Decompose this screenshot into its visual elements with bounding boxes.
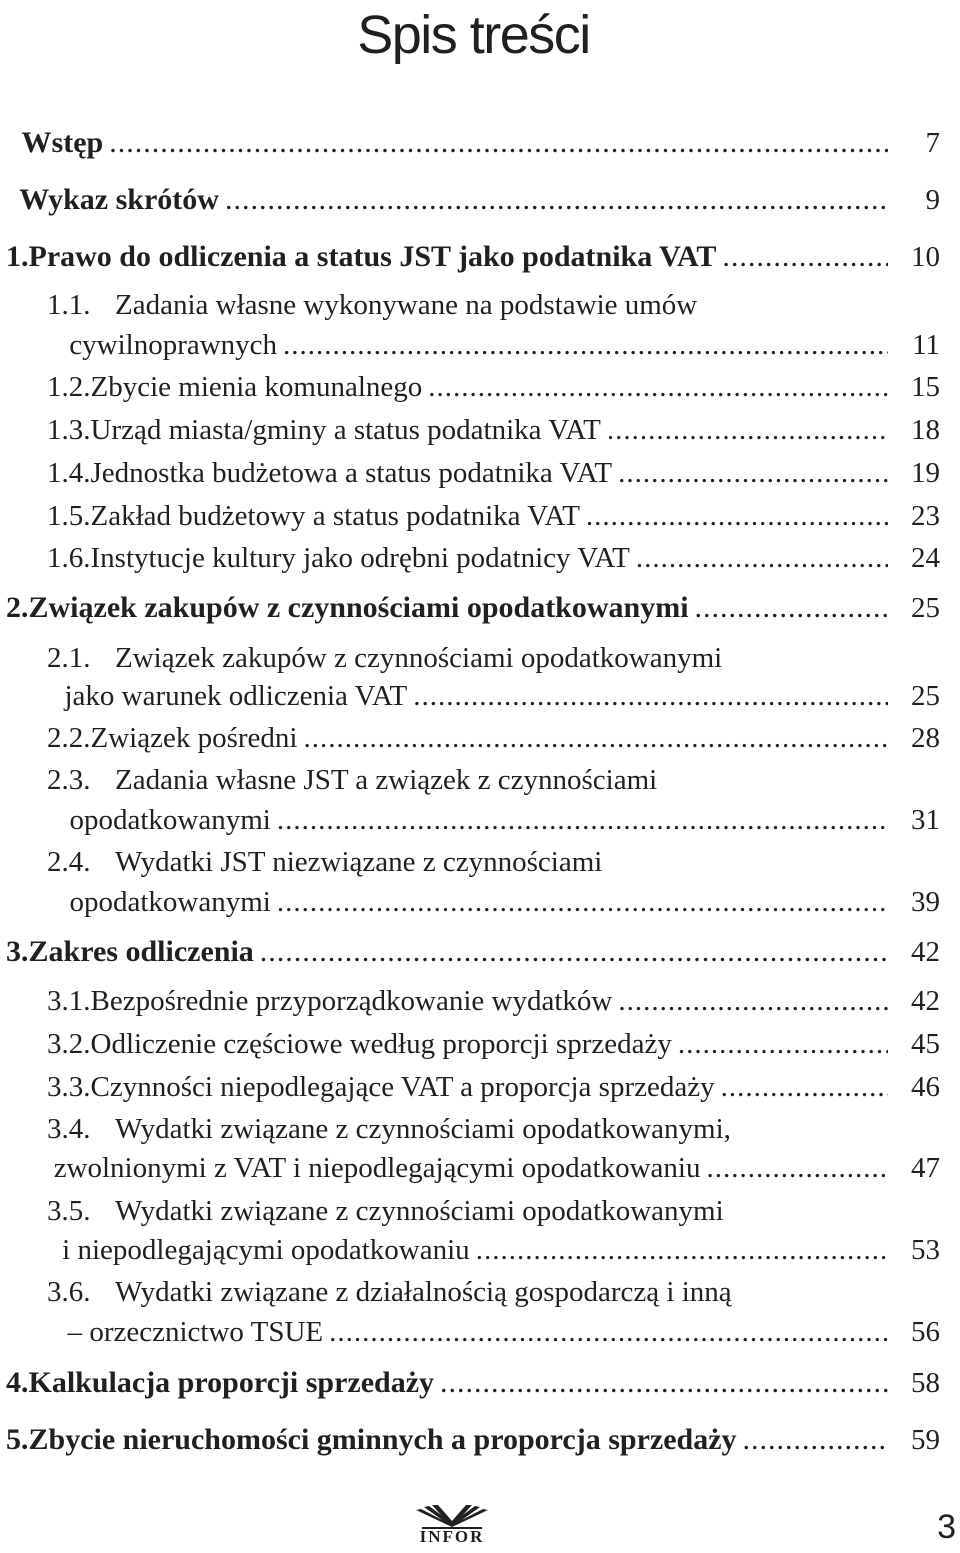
toc-entry xyxy=(47,843,888,881)
toc-entry xyxy=(47,368,888,406)
toc-entry-title: Wydatki związane z czynnościami opodatkowanymi, xyxy=(115,1113,731,1145)
toc-entry-page: 53 xyxy=(911,1234,940,1266)
toc-entry-page: 10 xyxy=(911,241,940,273)
toc-entry xyxy=(47,677,888,715)
toc-entry xyxy=(6,238,888,276)
toc-entry xyxy=(47,326,888,364)
toc-entry-title: Zadania własne wykonywane na podstawie umów xyxy=(115,289,698,321)
toc-entry-title: Odliczenie częściowe według proporcji sprzedaży xyxy=(90,1028,672,1060)
toc-entry-page: 18 xyxy=(911,414,940,446)
toc-entry-page: 45 xyxy=(911,1028,940,1060)
toc-entry-page: 25 xyxy=(911,680,940,712)
toc-entry-number: 1.4. xyxy=(47,457,91,489)
toc-leader-dots xyxy=(329,1313,888,1351)
toc-entry-title: Związek zakupów z czynnościami opodatkowanymi xyxy=(28,591,689,624)
toc-entry-number: 3.5. xyxy=(47,1195,91,1227)
toc-entry-title: Wydatki JST niezwiązane z czynnościami xyxy=(115,846,603,878)
toc-leader-dots xyxy=(277,883,888,921)
toc-entry xyxy=(47,1231,888,1269)
toc-entry-page xyxy=(880,1192,940,1230)
toc-leader-dots xyxy=(722,238,888,276)
page-title: Spis treści xyxy=(357,5,590,65)
toc-entry-number: 1.1. xyxy=(47,289,91,321)
toc-entry xyxy=(47,1110,888,1148)
toc-entry xyxy=(47,539,888,577)
toc-entry-title: – orzecznictwo TSUE xyxy=(67,1316,324,1348)
toc-entry-number: 1.5. xyxy=(47,500,91,532)
toc-entry-page: 59 xyxy=(911,1424,940,1456)
toc-entry-title: Zakres odliczenia xyxy=(28,935,254,968)
toc-entry xyxy=(6,589,888,627)
toc-leader-dots xyxy=(413,677,888,715)
toc-leader-dots xyxy=(607,411,888,449)
toc-entry-title: Zadania własne JST a związek z czynnościami xyxy=(115,764,658,796)
toc-entry xyxy=(47,1068,888,1106)
toc-entry-page: 39 xyxy=(911,886,940,918)
toc-entry-title: zwolnionymi z VAT i niepodlegającymi opodatkowaniu xyxy=(53,1152,701,1184)
toc-entry-page: 58 xyxy=(911,1367,940,1399)
toc-leader-dots xyxy=(618,982,888,1020)
toc-entry xyxy=(6,933,888,971)
toc-entry-page xyxy=(880,286,940,324)
toc-leader-dots xyxy=(721,1068,888,1106)
toc-entry xyxy=(47,761,888,799)
toc-entry-page: 24 xyxy=(911,542,940,574)
toc-entry-number: 4. xyxy=(6,1366,29,1399)
toc-entry-page: 47 xyxy=(911,1152,940,1184)
toc-entry-title: Czynności niepodlegające VAT a proporcja sprzedaży xyxy=(90,1071,715,1103)
logo-wings-icon xyxy=(392,1497,512,1531)
toc-entry-title: Jednostka budżetowa a status podatnika VAT xyxy=(90,457,613,489)
toc-entry-number: 2.1. xyxy=(47,642,91,674)
toc-entry xyxy=(47,982,888,1020)
toc-leader-dots xyxy=(225,181,888,219)
toc-leader-dots xyxy=(586,497,888,535)
toc-entry-page xyxy=(880,761,940,799)
toc-leader-dots xyxy=(303,719,888,757)
toc-entry-number: 3. xyxy=(6,935,29,968)
toc-entry-number: 1.6. xyxy=(47,542,91,574)
toc-leader-dots xyxy=(743,1421,888,1459)
toc-entry-number: 2.2. xyxy=(47,722,91,754)
toc-entry-title: Wydatki związane z czynnościami opodatkowanymi xyxy=(115,1195,724,1227)
toc-entry xyxy=(6,181,888,219)
toc-entry xyxy=(47,883,888,921)
toc-entry xyxy=(47,286,888,324)
toc-entry xyxy=(47,1149,888,1187)
toc-entry-title: Kalkulacja proporcji sprzedaży xyxy=(28,1366,435,1399)
toc-entry-page xyxy=(880,843,940,881)
toc-entry-title: Bezpośrednie przyporządkowanie wydatków xyxy=(90,985,613,1017)
toc-entry-number: 3.6. xyxy=(47,1276,91,1308)
toc-entry-page: 56 xyxy=(911,1316,940,1348)
toc-entry-title: jako warunek odliczenia VAT xyxy=(64,680,408,712)
toc-entry xyxy=(6,1421,888,1459)
toc-entry xyxy=(47,454,888,492)
toc-entry xyxy=(47,801,888,839)
toc-entry-page xyxy=(880,1110,940,1148)
toc-entry-title: Zbycie nieruchomości gminnych a proporcja sprzedaży xyxy=(28,1423,737,1456)
toc-entry xyxy=(6,124,888,162)
toc-entry-title: Zakład budżetowy a status podatnika VAT xyxy=(90,500,580,532)
toc-entry-page: 7 xyxy=(925,127,940,159)
toc-entry-page xyxy=(880,639,940,677)
toc-entry-page xyxy=(880,1273,940,1311)
toc-entry-page: 28 xyxy=(911,722,940,754)
toc-entry-title: Związek zakupów z czynnościami opodatkowanymi xyxy=(115,642,723,674)
toc-entry-page: 15 xyxy=(911,371,940,403)
toc-leader-dots xyxy=(695,589,888,627)
toc-entry-title: Wstęp xyxy=(21,126,104,159)
toc-entry-number: 2.4. xyxy=(47,846,91,878)
toc-entry xyxy=(47,1313,888,1351)
toc-entry-page: 42 xyxy=(911,936,940,968)
toc-entry-page: 25 xyxy=(911,592,940,624)
toc-entry-number: 2. xyxy=(6,591,29,624)
toc-entry xyxy=(6,1364,888,1402)
toc-entry-page: 42 xyxy=(911,985,940,1017)
toc-entry-page: 9 xyxy=(925,184,940,216)
toc-entry-page: 46 xyxy=(911,1071,940,1103)
toc-entry-title: Wykaz skrótów xyxy=(19,183,219,216)
publisher-logo xyxy=(392,1497,512,1549)
page-number: 3 xyxy=(937,1508,956,1546)
toc-entry xyxy=(47,639,888,677)
toc-entry-title: cywilnoprawnych xyxy=(69,329,278,361)
toc-entry-number: 3.3. xyxy=(47,1071,91,1103)
toc-leader-dots xyxy=(428,368,888,406)
toc-entry-page: 19 xyxy=(911,457,940,489)
toc-leader-dots xyxy=(283,326,888,364)
toc-leader-dots xyxy=(260,933,888,971)
toc-entry xyxy=(47,1273,888,1311)
toc-entry-title: opodatkowanymi xyxy=(69,886,271,918)
toc-entry-page: 11 xyxy=(912,329,940,361)
toc-entry xyxy=(47,497,888,535)
toc-leader-dots xyxy=(109,124,888,162)
toc-leader-dots xyxy=(476,1231,888,1269)
toc-entry xyxy=(47,719,888,757)
logo-wordmark: INFOR xyxy=(419,1527,485,1546)
toc-entry-page: 31 xyxy=(911,804,940,836)
toc-entry-number: 2.3. xyxy=(47,764,91,796)
toc-entry-title: Wydatki związane z działalnością gospodarczą i inną xyxy=(115,1276,732,1308)
toc-entry-title: Prawo do odliczenia a status JST jako podatnika VAT xyxy=(28,240,717,273)
toc-entry-title: Zbycie mienia komunalnego xyxy=(90,371,423,403)
toc-leader-dots xyxy=(618,454,888,492)
toc-entry-number: 5. xyxy=(6,1423,29,1456)
toc-entry-title: Instytucje kultury jako odrębni podatnicy VAT xyxy=(90,542,630,574)
toc-entry-title: i niepodlegającymi opodatkowaniu xyxy=(62,1234,470,1266)
toc-leader-dots xyxy=(678,1025,888,1063)
toc-entry-page: 23 xyxy=(911,500,940,532)
toc-entry xyxy=(47,411,888,449)
toc-leader-dots xyxy=(277,801,888,839)
toc-entry-number: 3.4. xyxy=(47,1113,91,1145)
toc-entry-title: opodatkowanymi xyxy=(69,804,271,836)
toc-leader-dots xyxy=(706,1149,888,1187)
toc-leader-dots xyxy=(636,539,888,577)
toc-entry-number: 1.2. xyxy=(47,371,91,403)
toc-entry-number: 3.1. xyxy=(47,985,91,1017)
toc-entry-number: 1. xyxy=(6,240,29,273)
toc-entry-title: Związek pośredni xyxy=(90,722,298,754)
toc-entry xyxy=(47,1025,888,1063)
toc-entry-number: 3.2. xyxy=(47,1028,91,1060)
toc-entry-number: 1.3. xyxy=(47,414,91,446)
toc-entry xyxy=(47,1192,888,1230)
toc-leader-dots xyxy=(440,1364,888,1402)
toc-entry-title: Urząd miasta/gminy a status podatnika VAT xyxy=(90,414,601,446)
